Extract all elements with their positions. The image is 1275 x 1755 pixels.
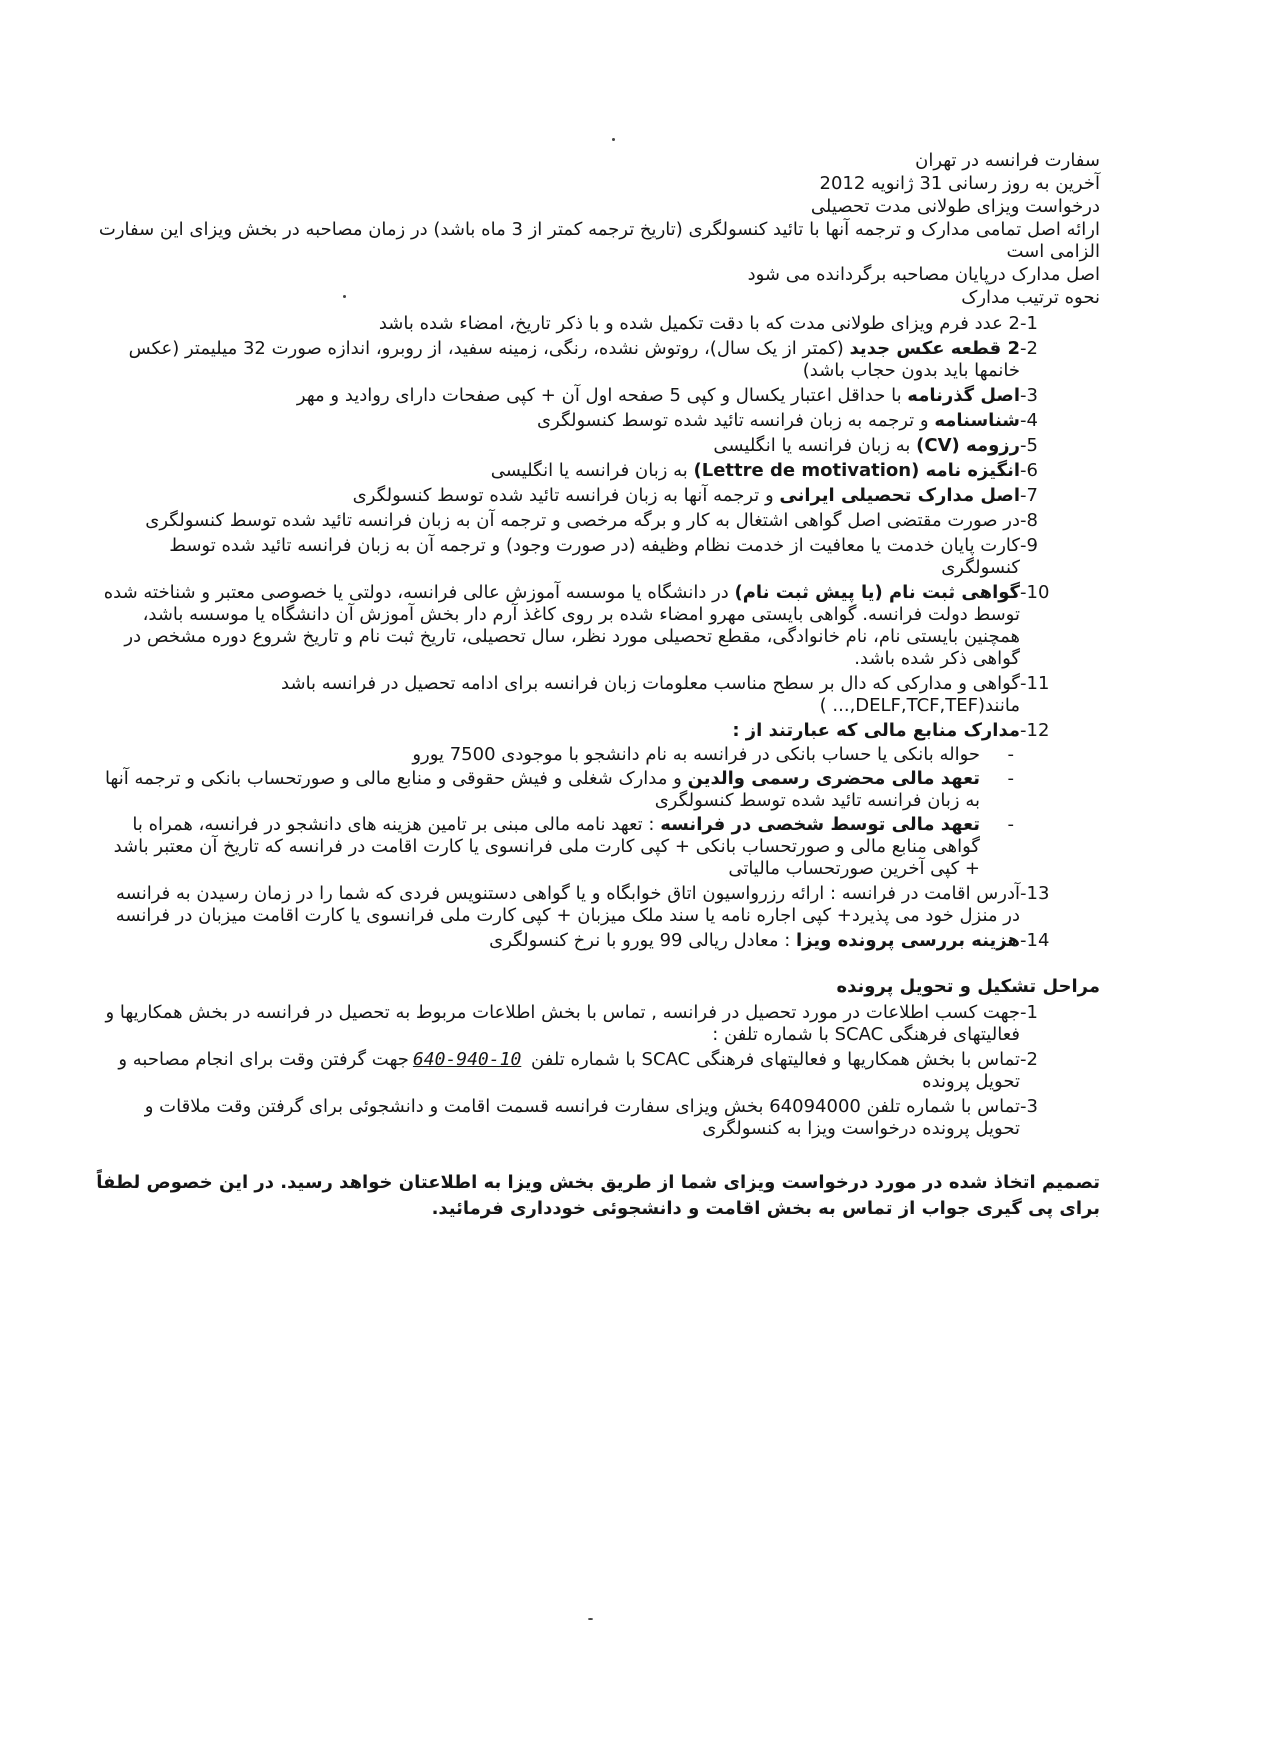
- procedure-title: مراحل تشکیل و تحویل پرونده: [836, 976, 1100, 997]
- document-header: [95, 150, 1100, 309]
- procedure-step: [95, 1096, 1060, 1140]
- finance-sublist: [95, 744, 1020, 880]
- step-text-before: تماس با بخش همکاریها و فعالیتهای فرهنگی SCAC با شماره تلفن: [531, 1049, 1020, 1070]
- item-text: : معادل ریالی 99 یورو با نرخ کنسولگری: [489, 930, 797, 951]
- procedure-step: [95, 1049, 1060, 1093]
- step-text-after: جهت گرفتن وقت برای انجام مصاحبه و تحویل پرونده: [118, 1049, 1020, 1092]
- item-bold: 2 قطعه عکس جدید: [849, 338, 1020, 359]
- item-number: -7: [1020, 485, 1038, 506]
- item-text: گواهی و مدارکی که دال بر سطح مناسب معلومات زبان فرانسه برای ادامه تحصیل در فرانسه باشد مانند(DELF,TCF,TEF,... ): [281, 673, 1020, 716]
- list-item: [95, 673, 1060, 717]
- handwritten-phone: 640-940-10: [412, 1049, 522, 1070]
- list-item: [95, 385, 1060, 407]
- item-number: -13: [1020, 883, 1050, 904]
- list-item: [95, 883, 1060, 927]
- item-text: در صورت مقتضی اصل گواهی اشتغال به کار و برگه مرخصی و ترجمه آن به زبان فرانسه تائید شده توسط کنسولگری: [145, 510, 1020, 531]
- embassy-name: سفارت فرانسه در تهران: [915, 150, 1100, 171]
- item-number: -4: [1020, 410, 1038, 431]
- item-bold: اصل مدارک تحصیلی ایرانی: [779, 485, 1020, 506]
- list-item: [95, 338, 1060, 382]
- item-number: -3: [1020, 385, 1038, 406]
- item-text: 2 عدد فرم ویزای طولانی مدت که با دقت تکمیل شده و با ذکر تاریخ، امضاء شده باشد: [378, 313, 1020, 334]
- document-list: [95, 313, 1060, 952]
- item-number: -5: [1020, 435, 1038, 456]
- list-item: [95, 410, 1060, 432]
- list-item: [95, 313, 1060, 335]
- item-number: -1: [1020, 313, 1038, 334]
- item-number: -10: [1020, 582, 1050, 603]
- document-title: درخواست ویزای طولانی مدت تحصیلی: [810, 196, 1100, 217]
- item-number: -8: [1020, 510, 1038, 531]
- finance-text: حواله بانکی یا حساب بانکی در فرانسه به نام دانشجو با موجودی 7500 یورو: [412, 744, 980, 765]
- item-bold: هزینه بررسی پرونده ویزا: [796, 930, 1020, 951]
- document-body: [95, 150, 1100, 1222]
- item-number: -6: [1020, 460, 1038, 481]
- finance-text: : تعهد نامه مالی مبنی بر تامین هزینه های دانشجو در فرانسه، همراه با گواهی منابع مالی و صورتحساب بانکی + کپی کارت ملی فرانسوی یا کارت اقامت در فرانسه که تاریخ آن معتبر باشد + کپی آخرین صورتحساب مالیاتی: [113, 814, 980, 879]
- item-number: -11: [1020, 673, 1050, 694]
- item-number: -9: [1020, 535, 1038, 556]
- procedure-section: [95, 976, 1100, 1140]
- item-number: -14: [1020, 930, 1050, 951]
- item-bold: انگیزه نامه (Lettre de motivation): [693, 460, 1020, 481]
- intro-requirement: ارائه اصل تمامی مدارک و ترجمه آنها با تائید کنسولگری (تاریخ ترجمه کمتر از 3 ماه باشد) در زمان مصاحبه در بخش ویزای این سفارت الزامی است: [98, 219, 1100, 262]
- finance-text: و مدارک شغلی و فیش حقوقی و منابع مالی و صورتحساب بانکی و ترجمه آنها به زبان فرانسه تائید شده توسط کنسولگری: [104, 768, 980, 811]
- last-update: آخرین به روز رسانی 31 ژانویه 2012: [819, 173, 1100, 194]
- scan-speck: [588, 1618, 593, 1620]
- item-text: در دانشگاه یا موسسه آموزش عالی فرانسه، دولتی یا خصوصی معتبر و شناخته شده توسط دولت فرانسه. گواهی بایستی مهرو امضاء شده بر روی کاغذ آرم دار بخش آموزش آن دانشگاه یا موسسه باشد، همچنین بایستی نام، نام خانوادگی، مقطع تحصیلی مورد نظر، سال تحصیلی، تاریخ ثبت نام و تاریخ شروع دوره مشخص در گواهی ذکر شده باشد.: [103, 582, 1020, 669]
- item-number: -12: [1020, 720, 1050, 741]
- item-bold: اصل گذرنامه: [907, 385, 1020, 406]
- item-text: (کمتر از یک سال)، روتوش نشده، رنگی، زمینه سفید، از روبرو، اندازه صورت 32 میلیمتر (عکس خانمها باید بدون حجاب باشد): [128, 338, 1020, 381]
- step-number: -2: [1020, 1049, 1038, 1070]
- finance-bold: تعهد مالی توسط شخصی در فرانسه: [660, 814, 980, 835]
- intro-return-note: اصل مدارک درپایان مصاحبه برگردانده می شود: [747, 264, 1100, 285]
- list-item: [95, 535, 1060, 579]
- item-text: آدرس اقامت در فرانسه : ارائه رزرواسیون اتاق خوابگاه و یا گواهی دستنویس فردی که شما را در زمان رسیدن به فرانسه در منزل خود می پذیرد+ کپی اجاره نامه یا سند ملک میزبان + کپی کارت ملی فرانسوی یا کارت اقامت میزبان در فرانسه: [115, 883, 1020, 926]
- item-number: -2: [1020, 338, 1038, 359]
- finance-item: [95, 744, 1020, 766]
- list-item: [95, 582, 1060, 670]
- item-text: و ترجمه آنها به زبان فرانسه تائید شده توسط کنسولگری: [352, 485, 780, 506]
- list-item: [95, 460, 1060, 482]
- step-text: تماس با شماره تلفن 64094000 بخش ویزای سفارت فرانسه قسمت اقامت و دانشجوئی برای گرفتن وقت ملاقات و تحویل پرونده درخواست ویزا به کنسولگری: [144, 1096, 1020, 1139]
- item-bold: گواهی ثبت نام (یا پیش ثبت نام): [734, 582, 1020, 603]
- scan-speck: [612, 138, 615, 141]
- closing-notice: تصمیم اتخاذ شده در مورد درخواست ویزای شما از طریق بخش ویزا به اطلاعتان خواهد رسید. در این خصوص لطفاً برای پی گیری جواب از تماس به بخش اقامت و دانشجوئی خودداری فرمائید.: [96, 1172, 1100, 1219]
- dash-bullet: -: [1007, 744, 1014, 765]
- item-text: با حداقل اعتبار یکسال و کپی 5 صفحه اول آن + کپی صفحات دارای روادید و مهر: [296, 385, 908, 406]
- list-item: [95, 930, 1060, 952]
- dash-bullet: -: [1007, 768, 1014, 789]
- finance-item: [95, 814, 1020, 880]
- list-item: [95, 720, 1060, 880]
- procedure-step: [95, 1002, 1060, 1046]
- finance-item: [95, 768, 1020, 812]
- item-text: و ترجمه به زبان فرانسه تائید شده توسط کنسولگری: [537, 410, 935, 431]
- item-text: به زبان فرانسه یا انگلیسی: [490, 460, 694, 481]
- list-item: [95, 510, 1060, 532]
- step-text: جهت کسب اطلاعات در مورد تحصیل در فرانسه , تماس با بخش اطلاعات مربوط به تحصیل در فرانسه در بخش همکاریها و فعالیتهای فرهنگی SCAC با شماره تلفن :: [105, 1002, 1020, 1045]
- step-number: -3: [1020, 1096, 1038, 1117]
- item-text: به زبان فرانسه یا انگلیسی: [713, 435, 917, 456]
- finance-bold: تعهد مالی محضری رسمی والدین: [687, 768, 980, 789]
- ordering-heading: نحوه ترتیب مدارک: [961, 287, 1100, 308]
- item-bold: مدارک منابع مالی که عبارتند از :: [732, 720, 1020, 741]
- list-item: [95, 435, 1060, 457]
- procedure-steps: [95, 1002, 1060, 1140]
- step-number: -1: [1020, 1002, 1038, 1023]
- list-item: [95, 485, 1060, 507]
- dash-bullet: -: [1007, 814, 1014, 835]
- item-text: کارت پایان خدمت یا معافیت از خدمت نظام وظیفه (در صورت وجود) و ترجمه آن به زبان فرانسه تائید شده توسط کنسولگری: [169, 535, 1020, 578]
- item-bold: رزومه (CV): [916, 435, 1020, 456]
- item-bold: شناسنامه: [934, 410, 1020, 431]
